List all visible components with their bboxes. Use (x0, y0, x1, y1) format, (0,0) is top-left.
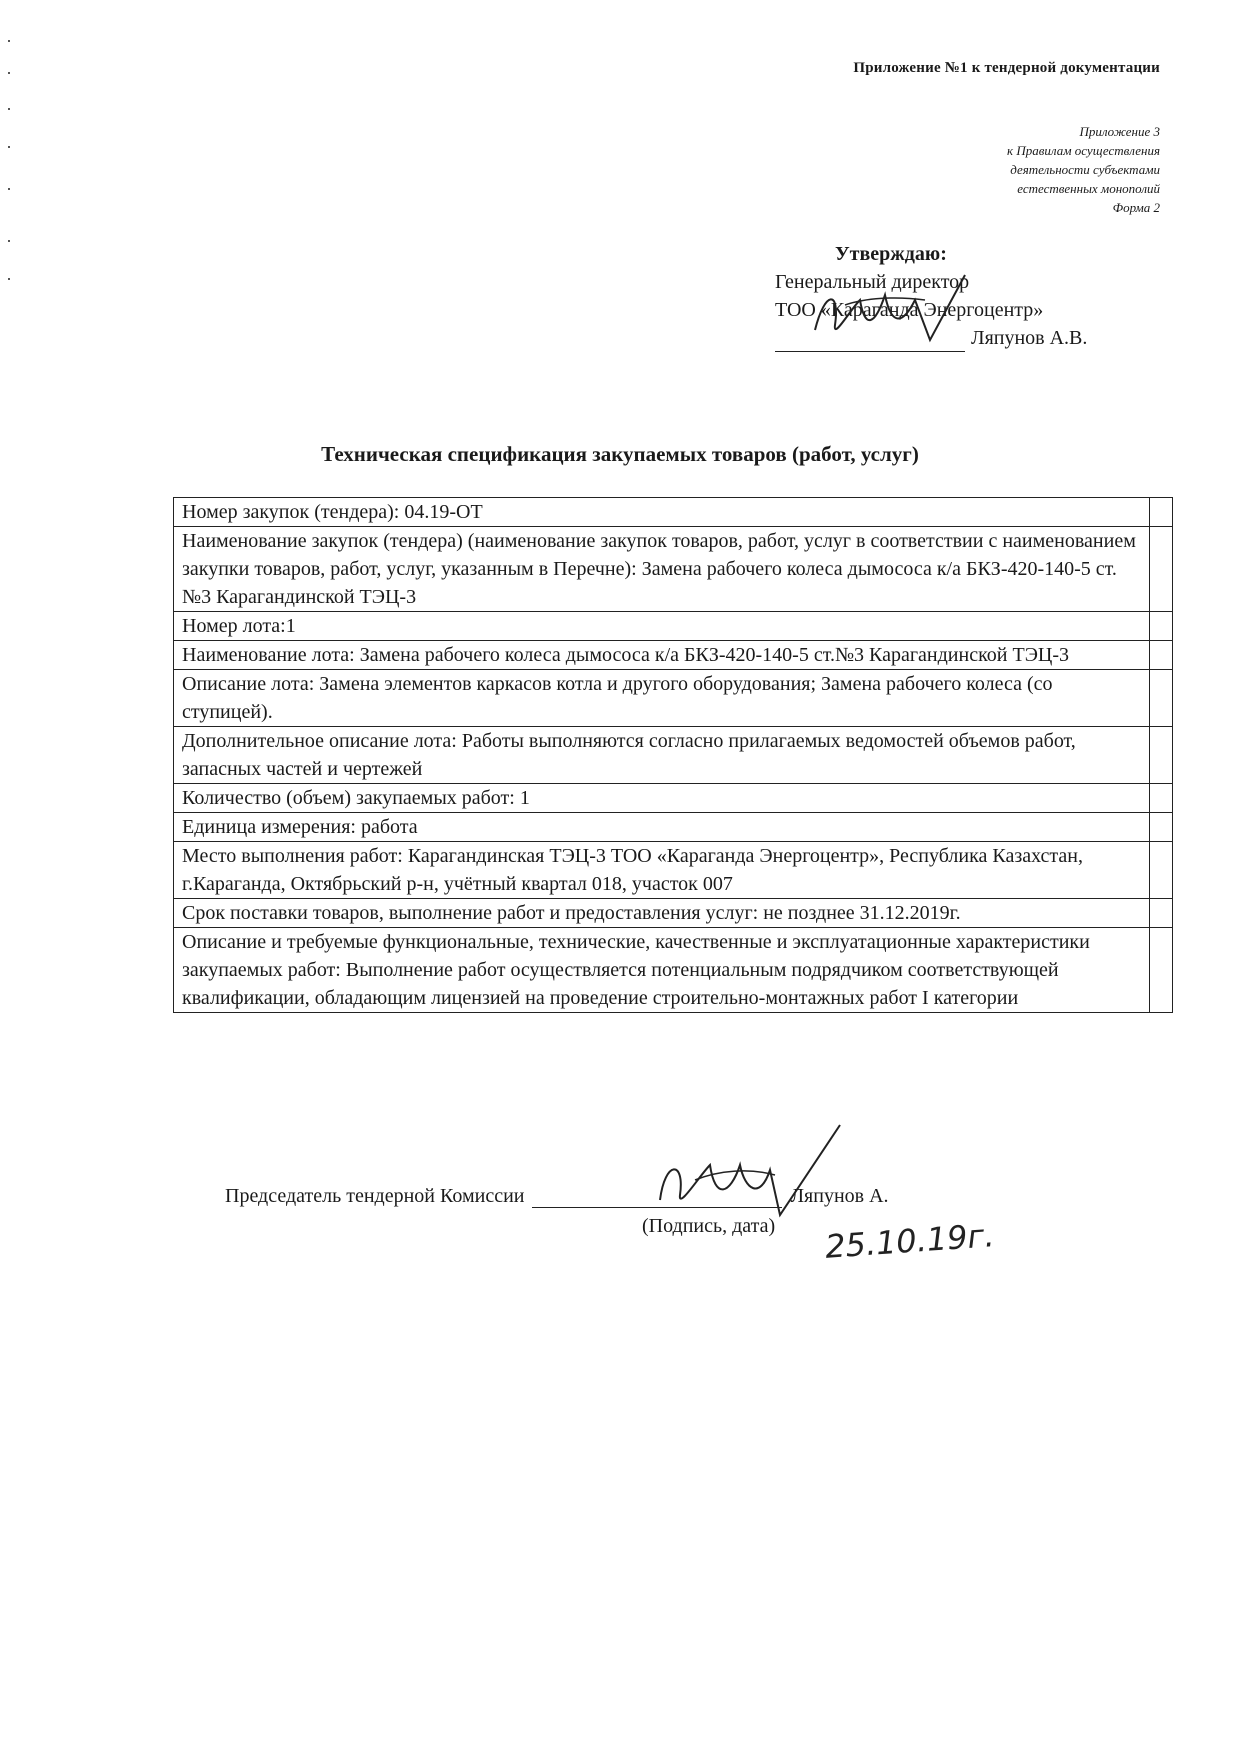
table-cell: Единица измерения: работа (174, 813, 1150, 842)
scan-mark (8, 146, 10, 148)
signature-caption: (Подпись, дата) (642, 1215, 776, 1237)
appendix-reference (1007, 122, 1160, 217)
table-cell: Номер закупок (тендера): 04.19-ОТ (174, 498, 1150, 527)
approval-heading: Утверждаю: (835, 243, 947, 265)
table-cell: Описание лота: Замена элементов каркасов котла и другого оборудования; Замена рабочего колеса (со ступицей). (174, 670, 1150, 727)
table-cell: Количество (объем) закупаемых работ: 1 (174, 784, 1150, 813)
table-row (174, 612, 1173, 641)
table-cell: Номер лота:1 (174, 612, 1150, 641)
table-row (174, 928, 1173, 1013)
table-row (174, 813, 1173, 842)
table-row (174, 527, 1173, 612)
table-row (174, 784, 1173, 813)
appendix-line: Форма 2 (1112, 200, 1160, 215)
table-cell: Наименование закупок (тендера) (наименование закупок товаров, работ, услуг в соответствии с наименованием закупки товаров, работ, услуг, указанным в Перечне): Замена рабочего колеса дымососа к/а БКЗ-420-140-5 ст.№3 Карагандинской ТЭЦ-3 (174, 527, 1150, 612)
table-cell: Описание и требуемые функциональные, технические, качественные и эксплуатационные характеристики закупаемых работ: Выполнение работ осуществляется потенциальным подрядчиком соответствующей квалификации, обладающим лицензией на проведение строительно-монтажных работ I категории (174, 928, 1150, 1013)
scan-mark (8, 40, 10, 42)
table-cell: Срок поставки товаров, выполнение работ и предоставления услуг: не позднее 31.12.2019г. (174, 899, 1150, 928)
table-row (174, 498, 1173, 527)
approval-name: Ляпунов А.В. (971, 327, 1088, 349)
specification-table (173, 497, 1173, 1013)
document-title: Техническая спецификация закупаемых товаров (работ, услуг) (321, 442, 919, 466)
handwritten-date: 25.10.19г. (823, 1216, 996, 1266)
table-row (174, 641, 1173, 670)
approval-company: ТОО «Караганда Энергоцентр» (775, 299, 1044, 321)
table-row (174, 670, 1173, 727)
director-signature (805, 270, 985, 350)
appendix-line: деятельности субъектами (1010, 162, 1160, 177)
table-cell: Дополнительное описание лота: Работы выполняются согласно прилагаемых ведомостей объемов работ, запасных частей и чертежей (174, 727, 1150, 784)
appendix-title: Приложение №1 к тендерной документации (853, 60, 1160, 76)
appendix-line: естественных монополий (1017, 181, 1160, 196)
chairman-name: Ляпунов А. (790, 1185, 889, 1207)
table-row (174, 727, 1173, 784)
table-row (174, 842, 1173, 899)
chairman-label: Председатель тендерной Комиссии (225, 1185, 525, 1207)
appendix-line: к Правилам осуществления (1007, 143, 1160, 158)
scan-mark (8, 188, 10, 190)
table-cell: Наименование лота: Замена рабочего колеса дымососа к/а БКЗ-420-140-5 ст.№3 Карагандинской ТЭЦ-3 (174, 641, 1150, 670)
scan-mark (8, 108, 10, 110)
approval-position: Генеральный директор (775, 271, 970, 293)
scan-mark (8, 72, 10, 74)
appendix-line: Приложение 3 (1079, 124, 1160, 139)
scan-mark (8, 278, 10, 280)
table-row (174, 899, 1173, 928)
chairman-signature (650, 1120, 850, 1230)
scan-mark (8, 240, 10, 242)
table-cell: Место выполнения работ: Карагандинская ТЭЦ-3 ТОО «Караганда Энергоцентр», Республика Казахстан, г.Караганда, Октябрьский р-н, учётный квартал 018, участок 007 (174, 842, 1150, 899)
